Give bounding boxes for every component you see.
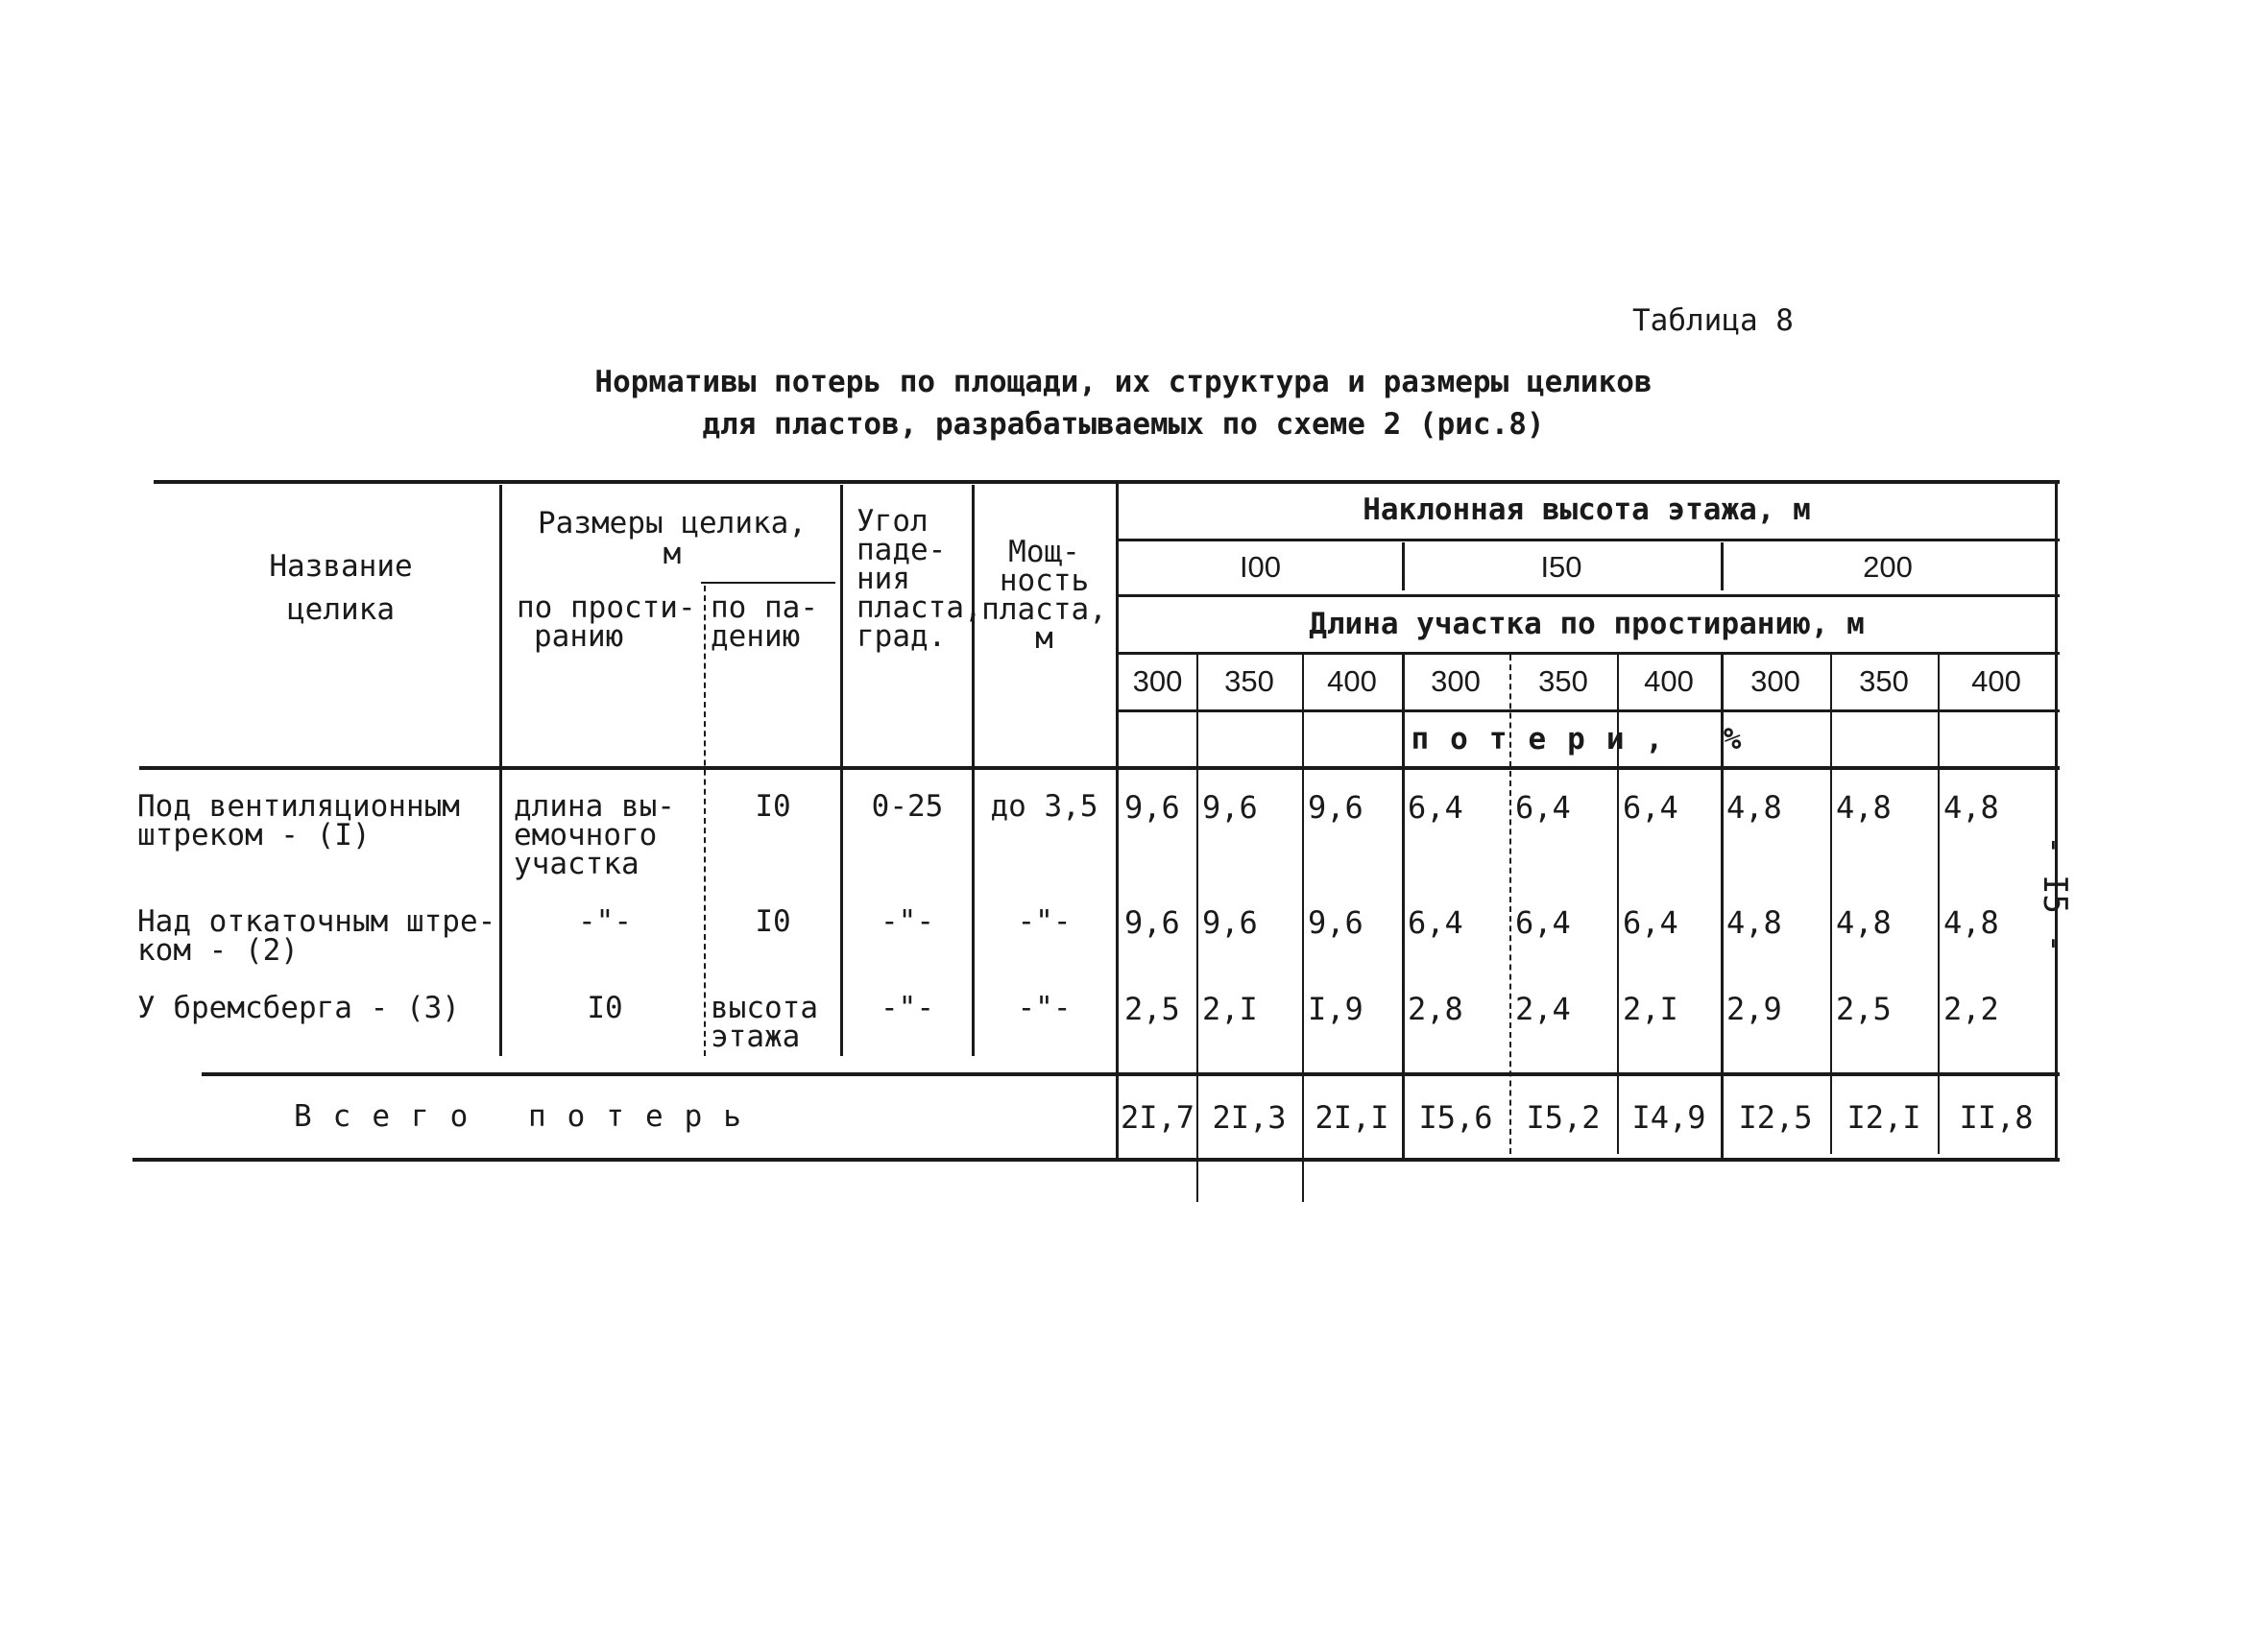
loss-value: 9,6 <box>1202 904 1258 941</box>
rule-under-size-group <box>701 582 835 584</box>
header-thickness-line-3: пласта, <box>981 592 1107 627</box>
total-value: I4,9 <box>1631 1099 1706 1136</box>
loss-value: 6,4 <box>1408 904 1463 941</box>
header-thickness-line-2: ность <box>999 564 1090 598</box>
row-strike: участка <box>514 847 639 881</box>
loss-value: 4,8 <box>1726 904 1782 941</box>
header-losses-label: потери, % <box>1411 722 1763 756</box>
row-name: штреком - (I) <box>137 818 371 853</box>
loss-value: 4,8 <box>1836 904 1892 941</box>
loss-value: I,9 <box>1308 991 1363 1027</box>
header-length-4: 350 <box>1538 664 1588 698</box>
loss-value: 9,6 <box>1308 789 1363 826</box>
loss-value: 4,8 <box>1726 789 1782 826</box>
page-number: - I5 - <box>2036 835 2074 953</box>
loss-value: 6,4 <box>1408 789 1463 826</box>
rule-under-heights <box>1119 594 2060 597</box>
total-value: 2I,I <box>1315 1099 1389 1136</box>
row-dip: I0 <box>755 904 791 939</box>
row-thickness: до 3,5 <box>990 789 1098 824</box>
header-strike-line-2: ранию <box>534 619 624 654</box>
header-length-group: Длина участка по простиранию, м <box>1309 607 1865 641</box>
rule-under-length-group <box>1119 652 2060 655</box>
total-value: I5,2 <box>1526 1099 1601 1136</box>
table-bottom-rule <box>133 1158 2060 1162</box>
total-label: Всего потерь <box>294 1099 762 1134</box>
header-size-group-line-2: м <box>663 537 682 571</box>
header-height-150: I50 <box>1540 550 1582 584</box>
loss-value: 6,4 <box>1623 789 1678 826</box>
loss-value: 9,6 <box>1202 789 1258 826</box>
table-top-rule <box>154 480 2060 484</box>
loss-value: 6,4 <box>1515 904 1571 941</box>
header-length-6: 300 <box>1750 664 1800 698</box>
row-name: Под вентиляционным <box>137 789 460 824</box>
col-rule-strike <box>704 586 706 1056</box>
header-length-7: 350 <box>1859 664 1909 698</box>
row-thickness: -"- <box>1017 904 1072 939</box>
loss-value: 4,8 <box>1943 904 1999 941</box>
loss-value: 4,8 <box>1943 789 1999 826</box>
header-strike-line-1: по прости- <box>517 590 696 625</box>
header-thickness-line-4: м <box>1035 621 1053 656</box>
table-title-line-2: для пластов, разрабатываемых по схеме 2 (рис.8) <box>702 407 1545 442</box>
total-value: II,8 <box>1959 1099 2034 1136</box>
header-angle-line-4: пласта, <box>857 590 982 625</box>
col-rule-dip <box>840 485 843 1056</box>
rule-under-height-group <box>1119 539 2060 541</box>
header-angle-line-3: ния <box>857 562 910 596</box>
header-name-line-2: целика <box>287 592 395 627</box>
total-value: I2,I <box>1846 1099 1921 1136</box>
header-length-3: 300 <box>1431 664 1481 698</box>
row-thickness: -"- <box>1017 991 1072 1025</box>
row-name: У бремсберга - (3) <box>137 991 460 1025</box>
total-value: I5,6 <box>1418 1099 1493 1136</box>
header-bottom-rule <box>139 766 2060 770</box>
row-angle: -"- <box>881 904 934 939</box>
col-rule-name <box>499 485 502 1056</box>
loss-value: 6,4 <box>1515 789 1571 826</box>
row-strike: длина вы- <box>514 789 675 824</box>
header-length-2: 400 <box>1327 664 1377 698</box>
header-dip-line-2: дению <box>711 619 801 654</box>
total-value: I2,5 <box>1738 1099 1813 1136</box>
row-dip: I0 <box>755 789 791 824</box>
row-strike: емочного <box>514 818 658 853</box>
rule-under-lengths <box>1119 709 2060 712</box>
table-label: Таблица 8 <box>1632 303 1794 338</box>
row-dip: этажа <box>711 1020 801 1054</box>
header-thickness-line-1: Мощ- <box>1008 535 1080 569</box>
total-value: 2I,7 <box>1121 1099 1195 1136</box>
header-height-group: Наклонная высота этажа, м <box>1363 492 1811 527</box>
loss-value: 9,6 <box>1124 904 1180 941</box>
col-rule-right <box>2055 480 2058 1158</box>
loss-value: 2,I <box>1623 991 1678 1027</box>
loss-value: 6,4 <box>1623 904 1678 941</box>
row-dip: высота <box>711 991 818 1025</box>
row-angle: -"- <box>881 991 934 1025</box>
total-top-rule <box>202 1072 2060 1076</box>
header-angle-line-5: град. <box>857 619 947 654</box>
row-strike: I0 <box>587 991 623 1025</box>
row-name: ком - (2) <box>137 933 299 968</box>
header-angle-line-1: Угол <box>857 504 929 539</box>
loss-value: 2,5 <box>1836 991 1892 1027</box>
loss-value: 2,2 <box>1943 991 1999 1027</box>
header-size-group-line-1: Размеры целика, <box>538 506 807 540</box>
header-dip-line-1: по па- <box>711 590 818 625</box>
header-height-200: 200 <box>1863 550 1913 584</box>
loss-value: 2,I <box>1202 991 1258 1027</box>
loss-value: 9,6 <box>1308 904 1363 941</box>
loss-value: 9,6 <box>1124 789 1180 826</box>
header-length-5: 400 <box>1644 664 1694 698</box>
loss-value: 4,8 <box>1836 789 1892 826</box>
loss-value: 2,8 <box>1408 991 1463 1027</box>
row-strike: -"- <box>578 904 632 939</box>
row-angle: 0-25 <box>871 789 944 824</box>
header-angle-line-2: паде- <box>857 533 947 567</box>
loss-value: 2,4 <box>1515 991 1571 1027</box>
header-height-100: I00 <box>1239 550 1282 584</box>
header-length-1: 350 <box>1224 664 1274 698</box>
loss-value: 2,9 <box>1726 991 1782 1027</box>
header-name-line-1: Название <box>269 549 413 584</box>
header-length-8: 400 <box>1971 664 2021 698</box>
header-length-0: 300 <box>1132 664 1183 698</box>
table-title-line-1: Нормативы потерь по площади, их структура и размеры целиков <box>594 365 1653 399</box>
loss-value: 2,5 <box>1124 991 1180 1027</box>
row-name: Над откаточным штре- <box>137 904 496 939</box>
total-value: 2I,3 <box>1212 1099 1287 1136</box>
